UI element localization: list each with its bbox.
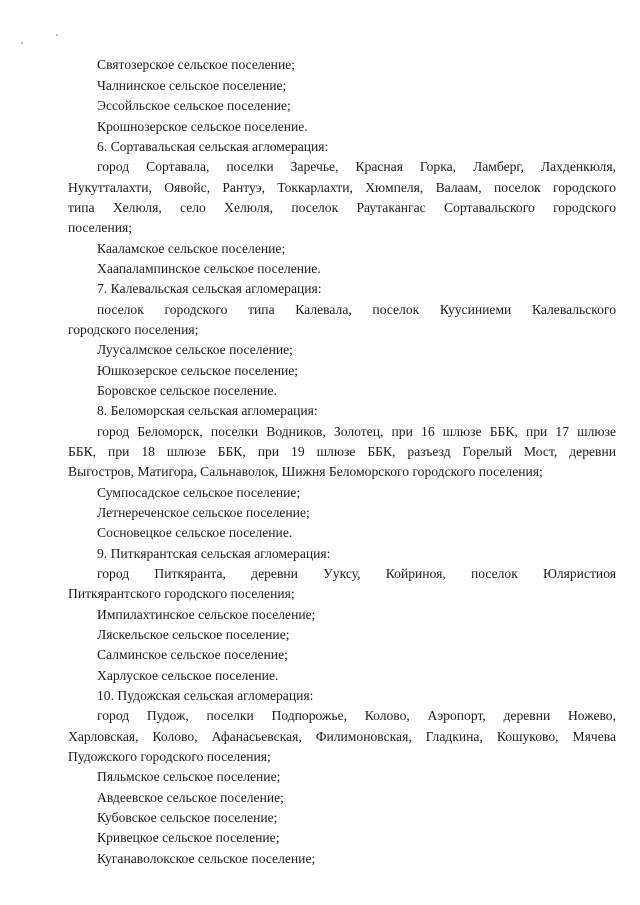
text-line: Салминское сельское поселение; [97,647,288,662]
section-heading: 7. Калевальская сельская агломерация: [97,281,322,296]
text-line: Чалнинское сельское поселение; [97,78,287,93]
text-line: город Сортавала, поселки Заречье, Красная Горка, Ламберг, Лахденкюля, [97,159,616,174]
text-line: Выгостров, Матигора, Сальнаволок, Шижня Беломорского городского поселения; [68,464,543,479]
text-line: Кривецкое сельское поселение; [97,830,280,845]
text-line: Импилахтинское сельское поселение; [97,607,316,622]
text-line: Харлуское сельское поселение. [97,668,279,683]
text-line: Сумпосадское сельское поселение; [97,485,301,500]
text-line: Эссойльское сельское поселение; [97,98,291,113]
text-line: Пудожского городского поселения; [68,749,271,764]
text-line: Луусалмское сельское поселение; [97,342,293,357]
text-line: Кааламское сельское поселение; [97,241,286,256]
text-line: Ляскельское сельское поселение; [97,627,290,642]
text-line: поселок городского типа Калевала, поселок Куусиниеми Калевальского [97,302,616,317]
section-heading: 10. Пудожская сельская агломерация: [97,688,314,703]
text-line: Боровское сельское поселение. [97,383,277,398]
text-line: Харловская, Колово, Афанасьевская, Филимоновская, Гладкина, Кошуково, Мячева [68,729,616,744]
text-line: Сосновецкое сельское поселение. [97,525,293,540]
text-line: Куганаволокское сельское поселение; [97,851,316,866]
text-line: городского поселения; [68,322,199,337]
text-line: Юшкозерское сельское поселение; [97,363,299,378]
section-heading: 9. Питкярантская сельская агломерация: [97,546,331,561]
text-line: Хаапалампинское сельское поселение. [97,261,321,276]
text-line: Крошнозерское сельское поселение. [97,119,308,134]
text-line: Летнереченское сельское поселение; [97,505,310,520]
text-line: город Пудож, поселки Подпорожье, Колово, Аэропорт, деревни Ножево, [97,708,616,723]
text-line: город Питкяранта, деревни Ууксу, Койриноя, поселок Юляристиоя [97,566,616,581]
text-line: Пяльмское сельское поселение; [97,769,281,784]
section-heading: 8. Беломорская сельская агломерация: [97,403,318,418]
scan-speck [21,42,23,44]
text-line: Кубовское сельское поселение; [97,810,278,825]
text-line: типа Хелюля, село Хелюля, поселок Раутакангас Сортавальского городского [68,200,616,215]
text-line: город Беломорск, поселки Водников, Золотец, при 16 шлюзе ББК, при 17 шлюзе [97,424,616,439]
text-line: поселения; [68,220,133,235]
text-line: Питкярантского городского поселения; [68,586,295,601]
section-heading: 6. Сортавальская сельская агломерация: [97,139,329,154]
text-line: Святозерское сельское поселение; [97,57,296,72]
scan-speck [56,34,58,36]
text-line: Нукутталахти, Оявойс, Рантуэ, Токкарлахти, Хюмпеля, Валаам, поселок городского [68,180,616,195]
text-line: ББК, при 18 шлюзе ББК, при 19 шлюзе ББК, разъезд Горелый Мост, деревни [68,444,616,459]
text-line: Авдеевское сельское поселение; [97,790,284,805]
